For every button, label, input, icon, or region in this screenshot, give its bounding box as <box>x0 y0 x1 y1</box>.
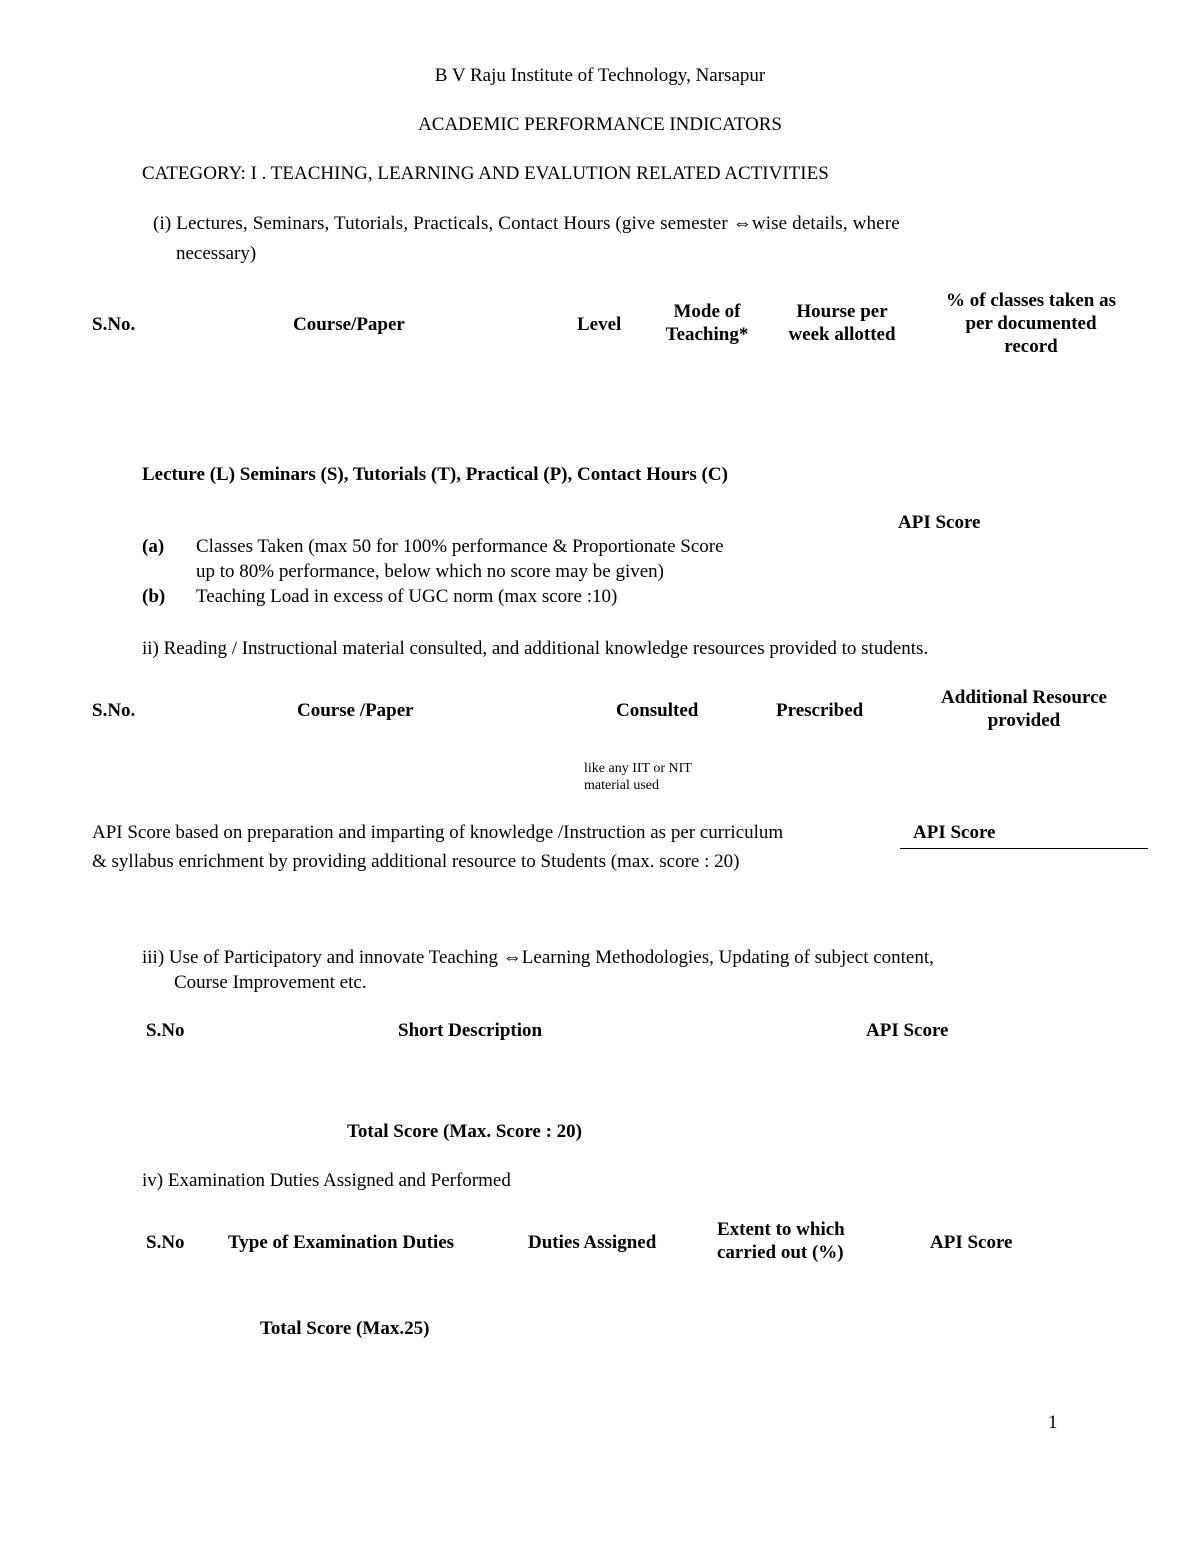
table1-header-mode <box>650 301 764 347</box>
consulted-note: like any IIT or NIT <box>584 761 692 776</box>
table2-header-course: Course /Paper <box>297 700 414 721</box>
section-i-heading-cont: necessary) <box>176 243 257 264</box>
table4-header-assigned: Duties Assigned <box>528 1232 657 1253</box>
table2-header-additional-line2: provided <box>987 709 1061 731</box>
table2-header-additional <box>912 687 1136 733</box>
table1-header-mode-line2: Teaching* <box>665 323 749 345</box>
table4-header-extent <box>717 1219 845 1265</box>
section-iii-total: Total Score (Max. Score : 20) <box>347 1121 582 1142</box>
table4-header-type: Type of Examination Duties <box>228 1232 455 1253</box>
api-score-underline <box>900 848 1148 849</box>
table3-header-description: Short Description <box>398 1020 543 1041</box>
section-iii-heading-cont: Course Improvement etc. <box>174 972 367 993</box>
table1-header-course: Course/Paper <box>293 314 405 335</box>
section-ii-api-score-label: API Score <box>913 822 996 843</box>
section-ii-api-text-cont: & syllabus enrichment by providing additional resource to Students (max. score : 20) <box>92 851 740 872</box>
institute-name: B V Raju Institute of Technology, Narsapur <box>434 65 766 86</box>
section-iv-total: Total Score (Max.25) <box>260 1318 430 1339</box>
table2-header-consulted: Consulted <box>616 700 699 721</box>
table1-header-percent <box>925 290 1137 358</box>
table4-header-api: API Score <box>930 1232 1013 1253</box>
category-heading: CATEGORY: I . TEACHING, LEARNING AND EVALUTION RELATED ACTIVITIES <box>142 163 829 184</box>
table4-header-extent-line1: Extent to which <box>717 1219 845 1240</box>
table3-header-api: API Score <box>866 1020 949 1041</box>
table3-header-sno: S.No <box>146 1020 185 1041</box>
section-i-heading: (i) Lectures, Seminars, Tutorials, Practicals, Contact Hours (give semester ⇔wise details, where <box>153 213 900 234</box>
page-number: 1 <box>1048 1412 1058 1433</box>
item-a-text: Classes Taken (max 50 for 100% performance & Proportionate Score <box>196 536 724 557</box>
table1-header-percent-line2: per documented <box>965 312 1097 334</box>
table1-header-sno: S.No. <box>92 314 136 335</box>
table2-header-prescribed: Prescribed <box>776 700 864 721</box>
table1-header-hours-line2: week allotted <box>788 323 896 345</box>
item-a-marker: (a) <box>142 536 165 557</box>
table1-header-level: Level <box>577 314 622 335</box>
item-a-text-cont: up to 80% performance, below which no score may be given) <box>196 561 664 582</box>
section-iv-heading: iv) Examination Duties Assigned and Performed <box>142 1170 511 1191</box>
item-b-marker: (b) <box>142 586 166 607</box>
table2-header-additional-line1: Additional Resource <box>941 687 1107 708</box>
item-b-text: Teaching Load in excess of UGC norm (max score :10) <box>196 586 618 607</box>
table1-header-mode-line1: Mode of <box>673 301 741 322</box>
section-ii-heading: ii) Reading / Instructional material consulted, and additional knowledge resources provided to students. <box>142 638 929 659</box>
activity-legend: Lecture (L) Seminars (S), Tutorials (T), Practical (P), Contact Hours (C) <box>142 464 728 485</box>
table4-header-extent-line2: carried out (%) <box>717 1241 844 1263</box>
document-title: ACADEMIC PERFORMANCE INDICATORS <box>418 114 782 135</box>
table1-header-percent-line1: % of classes taken as <box>946 290 1116 311</box>
table1-header-hours-line1: Hourse per <box>796 301 888 322</box>
table1-header-percent-line3: record <box>1004 335 1058 357</box>
table4-header-sno: S.No <box>146 1232 185 1253</box>
section-i-api-score-label: API Score <box>898 512 981 533</box>
section-iii-heading: iii) Use of Participatory and innovate Teaching ⇔Learning Methodologies, Updating of subject content, <box>142 947 934 968</box>
table2-header-sno: S.No. <box>92 700 136 721</box>
table1-header-hours <box>772 301 912 347</box>
section-ii-api-text: API Score based on preparation and imparting of knowledge /Instruction as per curriculum <box>92 822 784 843</box>
consulted-note-cont: material used <box>584 778 660 793</box>
